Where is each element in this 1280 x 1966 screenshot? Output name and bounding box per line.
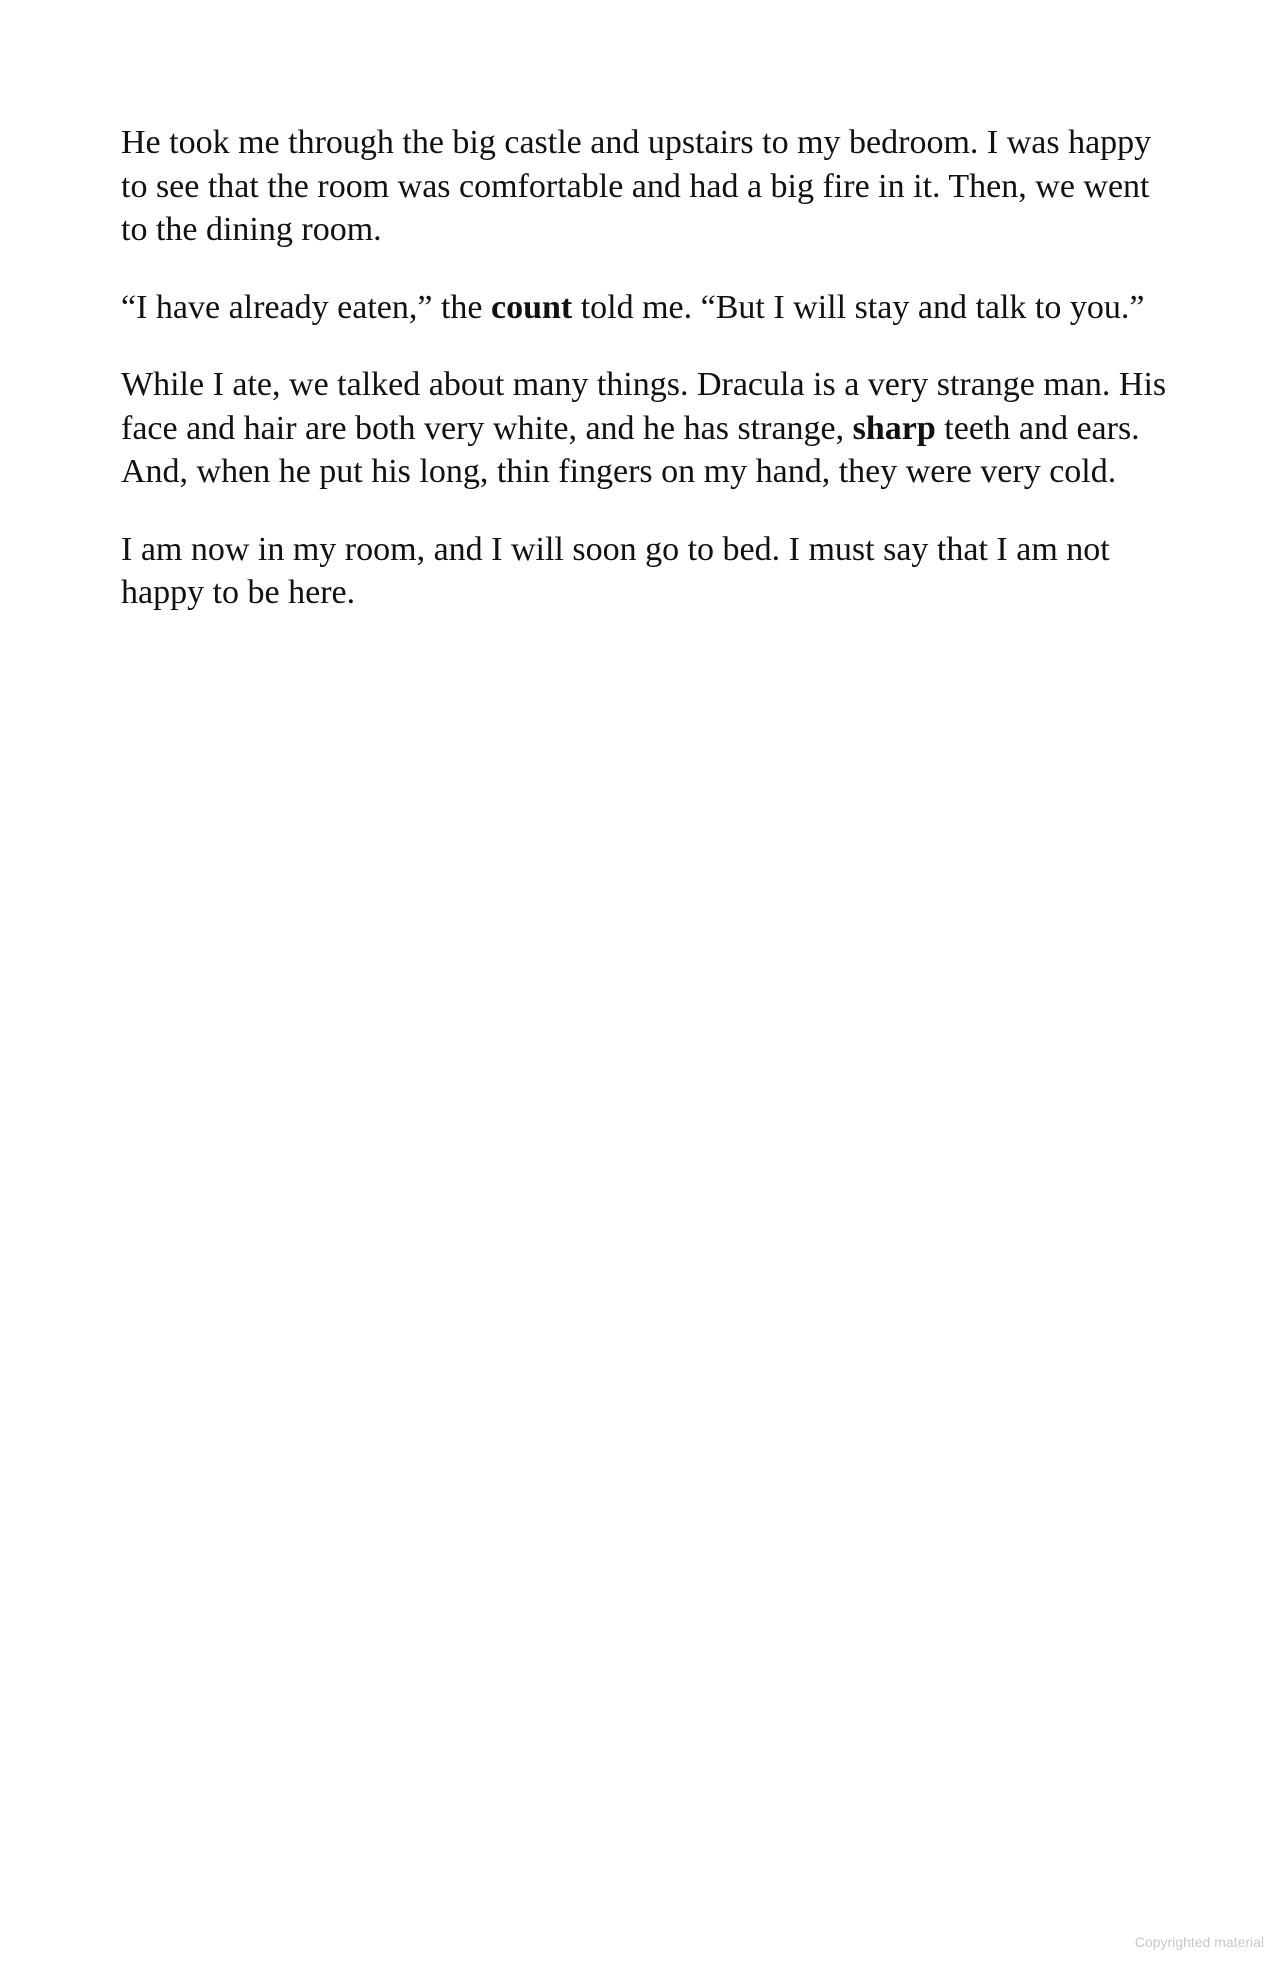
paragraph-2-text-b: told me. “But I will stay and talk to you.” (572, 288, 1145, 326)
paragraph-4-text: I am now in my room, and I will soon go to bed. I must say that I am not happy to be here. (121, 530, 1110, 611)
bold-word-count: count (490, 288, 573, 326)
paragraph-3-text-b: teeth and ears. And, when he put his long, thin fingers on my hand, they were very cold. (121, 409, 1140, 490)
paragraph-4 (121, 528, 1171, 615)
text-column (121, 121, 1171, 649)
paragraph-1-text: He took me through the big castle and upstairs to my bedroom. I was happy to see that the room was comfortable and had a big fire in it. Then, we went to the dining room. (121, 124, 1152, 248)
paragraph-1 (121, 121, 1171, 252)
paragraph-3 (121, 363, 1171, 494)
copyright-notice: Copyrighted material (1134, 1934, 1264, 1950)
paragraph-2-text-a: “I have already eaten,” the (121, 288, 491, 326)
bold-word-sharp: sharp (852, 409, 936, 447)
paragraph-3-text-a: While I ate, we talked about many things. Dracula is a very strange man. His face and hair are both very white, and he has strange, (121, 366, 1167, 447)
paragraph-2 (121, 286, 1171, 330)
